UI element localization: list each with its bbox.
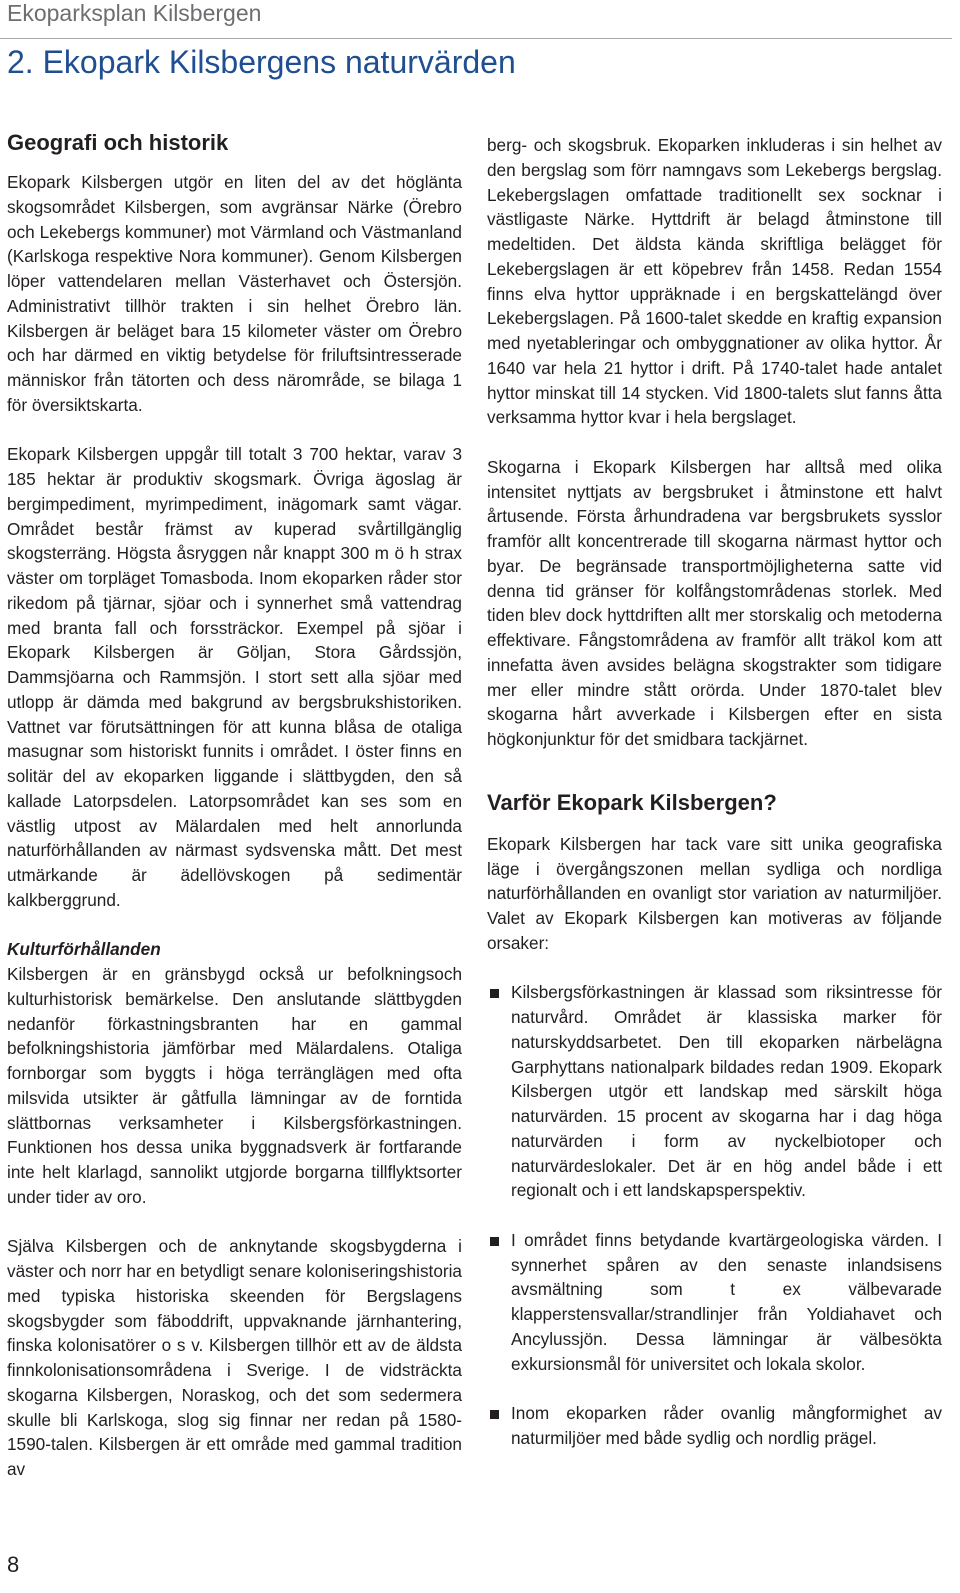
square-bullet-icon	[490, 1237, 499, 1246]
section-heading-geografi: Geografi och historik	[7, 130, 229, 155]
square-bullet-icon	[490, 1410, 499, 1419]
list-item	[487, 1401, 942, 1451]
square-bullet-icon	[490, 989, 499, 998]
paragraph: Kilsbergen är en gränsbygd också ur befolkningsoch kulturhistorisk bemärkelse. Den anslutande slättbygden nedanför förkastningsbranten har en gammal befolkningshistoria jämförbar med Mälardalens. Otaliga fornborgar som byggts i höga terränglägen med ofta milsvida utsikter är gåtfulla lämningar av de forntida slättbornas verksamheter i Kilsbergsförkastningen. Funktionen hos dessa unika byggnadsverk är fortfarande inte helt klarlagd, sannolikt utgjorde borgarna tillflyktsorter under tider av oro.	[7, 964, 462, 1207]
list-item-text: Kilsbergsförkastningen är klassad som riksintresse för naturvård. Området är klassiska marker för naturskyddsarbetet. Den till ekoparken närbelägna Garphyttans nationalpark bildades redan 1909. Ekopark Kilsbergen utgör ett landskap med särskilt höga naturvärden. 15 procent av skogarna har i dag höga naturvärden i form av nyckelbiotoper och naturvärdeslokaler. Det är en hög andel både i ett regionalt och i ett landskapsperspektiv.	[511, 982, 942, 1201]
section-heading-varfor: Varför Ekopark Kilsbergen?	[487, 789, 777, 815]
right-column	[487, 133, 942, 1451]
paragraph: Ekopark Kilsbergen har tack vare sitt unika geografiska läge i övergångszonen mellan sydliga och nordliga naturförhållanden en ovanligt stor variation av naturmiljöer. Valet av Ekopark Kilsbergen kan motiveras av följande orsaker:	[487, 833, 942, 953]
header-divider	[0, 38, 952, 39]
subheading-kulturforhallanden: Kulturförhållanden	[7, 939, 161, 960]
left-column	[7, 128, 462, 1482]
paragraph: Ekopark Kilsbergen utgör en liten del av det höglänta skogsområdet Kilsbergen, som avgränsar Närke (Örebro och Lekebergs kommuner) mot Värmland och Västmanland (Karlskoga respektive Nora kommuner). Genom Kilsbergen löper vattendelaren mellan Västerhavet och Östersjön. Administrativt tillhör trakten i sin helhet Örebro län. Kilsbergen är beläget bara 15 kilometer väster om Örebro och har därmed en viktig betydelse för friluftsintresserade människor från tätorten och dess närområde, se bilaga 1 för översiktskarta.	[7, 172, 462, 415]
list-item-text: I området finns betydande kvartärgeologiska värden. I synnerhet spåren av den senaste inlandsisens avsmältning som t ex välbevarade klapperstensvallar/strandlinjer från Yoldiahavet och Ancylussjön. Dessa lämningar är välbesökta exkursionsmål för universitet och lokala skolor.	[511, 1229, 942, 1374]
page-number: 8	[7, 1552, 20, 1577]
list-item-text: Inom ekoparken råder ovanlig mångformighet av naturmiljöer med både sydlig och nordlig prägel.	[511, 1403, 942, 1448]
chapter-title: 2. Ekopark Kilsbergens naturvärden	[7, 44, 516, 80]
paragraph: berg- och skogsbruk. Ekoparken inkluderas i sin helhet av den bergslag som förr namngavs som Lekebergs bergslag. Lekebergslagen omfattade traditionellt sex socknar i västligaste Närke. Hyttdrift är belagd åtminstone till medeltiden. Det äldsta kända skriftliga belägget för Lekebergslagen är ett köpebrev från 1458. Redan 1554 finns elva hyttor uppräknade i en bergskattelängd över Lekebergslagen. På 1600-talet skedde en kraftig expansion med nyetableringar och ombyggnationer av olika hyttor. År 1640 var hela 21 hyttor i drift. På 1740-talet hade antalet hyttor minskat till 14 stycken. Vid 1800-talets slut fanns åtta verksamma hyttor kvar i hela bergslaget.	[487, 135, 942, 428]
list-item	[487, 1228, 942, 1377]
running-header: Ekoparksplan Kilsbergen	[7, 0, 262, 26]
paragraph: Själva Kilsbergen och de anknytande skogsbygderna i väster och norr har en betydligt senare koloniseringshistoria med typiska historiska skeenden för Bergslagens skogsbygder som fäboddrift, uppvaknande järnhantering, finska kolonisatörer o s v. Kilsbergen tillhör ett av de äldsta finnkolonisationsområdena i Sverige. I de vidsträckta skogarna Kilsbergen, Noraskog, och det som sedermera skulle bli Karlskoga, slog sig finnar ner redan på 1580-1590-talen. Kilsbergen är ett område med gammal tradition av	[7, 1236, 462, 1479]
paragraph: Ekopark Kilsbergen uppgår till totalt 3 700 hektar, varav 3 185 hektar är produktiv skogsmark. Övriga ägoslag är bergimpediment, myrimpediment, inägomark samt vägar. Området består främst av kuperad svårtillgänglig skogsterräng. Högsta åsryggen når knappt 300 m ö h strax väster om torpläget Tomasboda. Inom ekoparken råder stor rikedom på tjärnar, sjöar och i synnerhet små vattendrag med branta fall och forssträckor. Exempel på sjöar i Ekopark Kilsbergen är Göljan, Stora Gårdssjön, Dammsjöarna och Rammsjön. I stort sett alla sjöar med utlopp är dämda med bakgrund av bergsbrukshistoriken. Vattnet var förutsättningen för att kunna blåsa de otaliga masugnar som historiskt funnits i området. I öster finns en solitär del av ekoparken liggande i slättbygden, den så kallade Latorpsdelen. Latorpsområdet kan ses som en västlig utpost av Mälardalen med helt annorlunda naturförhållanden av närmast sydsvenska mått. Det mest utmärkande är ädellövskogen på sedimentär kalkberggrund.	[7, 444, 462, 910]
reasons-list	[487, 980, 942, 1450]
paragraph: Skogarna i Ekopark Kilsbergen har alltså med olika intensitet nyttjats av bergsbruket i åtminstone ett halvt årtusende. Första århundradena var bergsbrukets sysslor framför allt koncentrerade till skogarna närmast hyttor och byar. De begränsade transportmöjligheterna satte vid denna tid gränser för kolfångstområdenas storlek. Med tiden blev dock hyttdriften allt mer storskalig och metoderna effektivare. Fångstområdena av framför allt träkol kom att innefatta även avsides belägna skogstrakter som tidigare mer eller mindre stått orörda. Under 1870-talet blev skogarna hårt avverkade i Kilsbergen efter en sista högkonjunktur för det smidbara tackjärnet.	[487, 456, 942, 749]
list-item	[487, 980, 942, 1203]
